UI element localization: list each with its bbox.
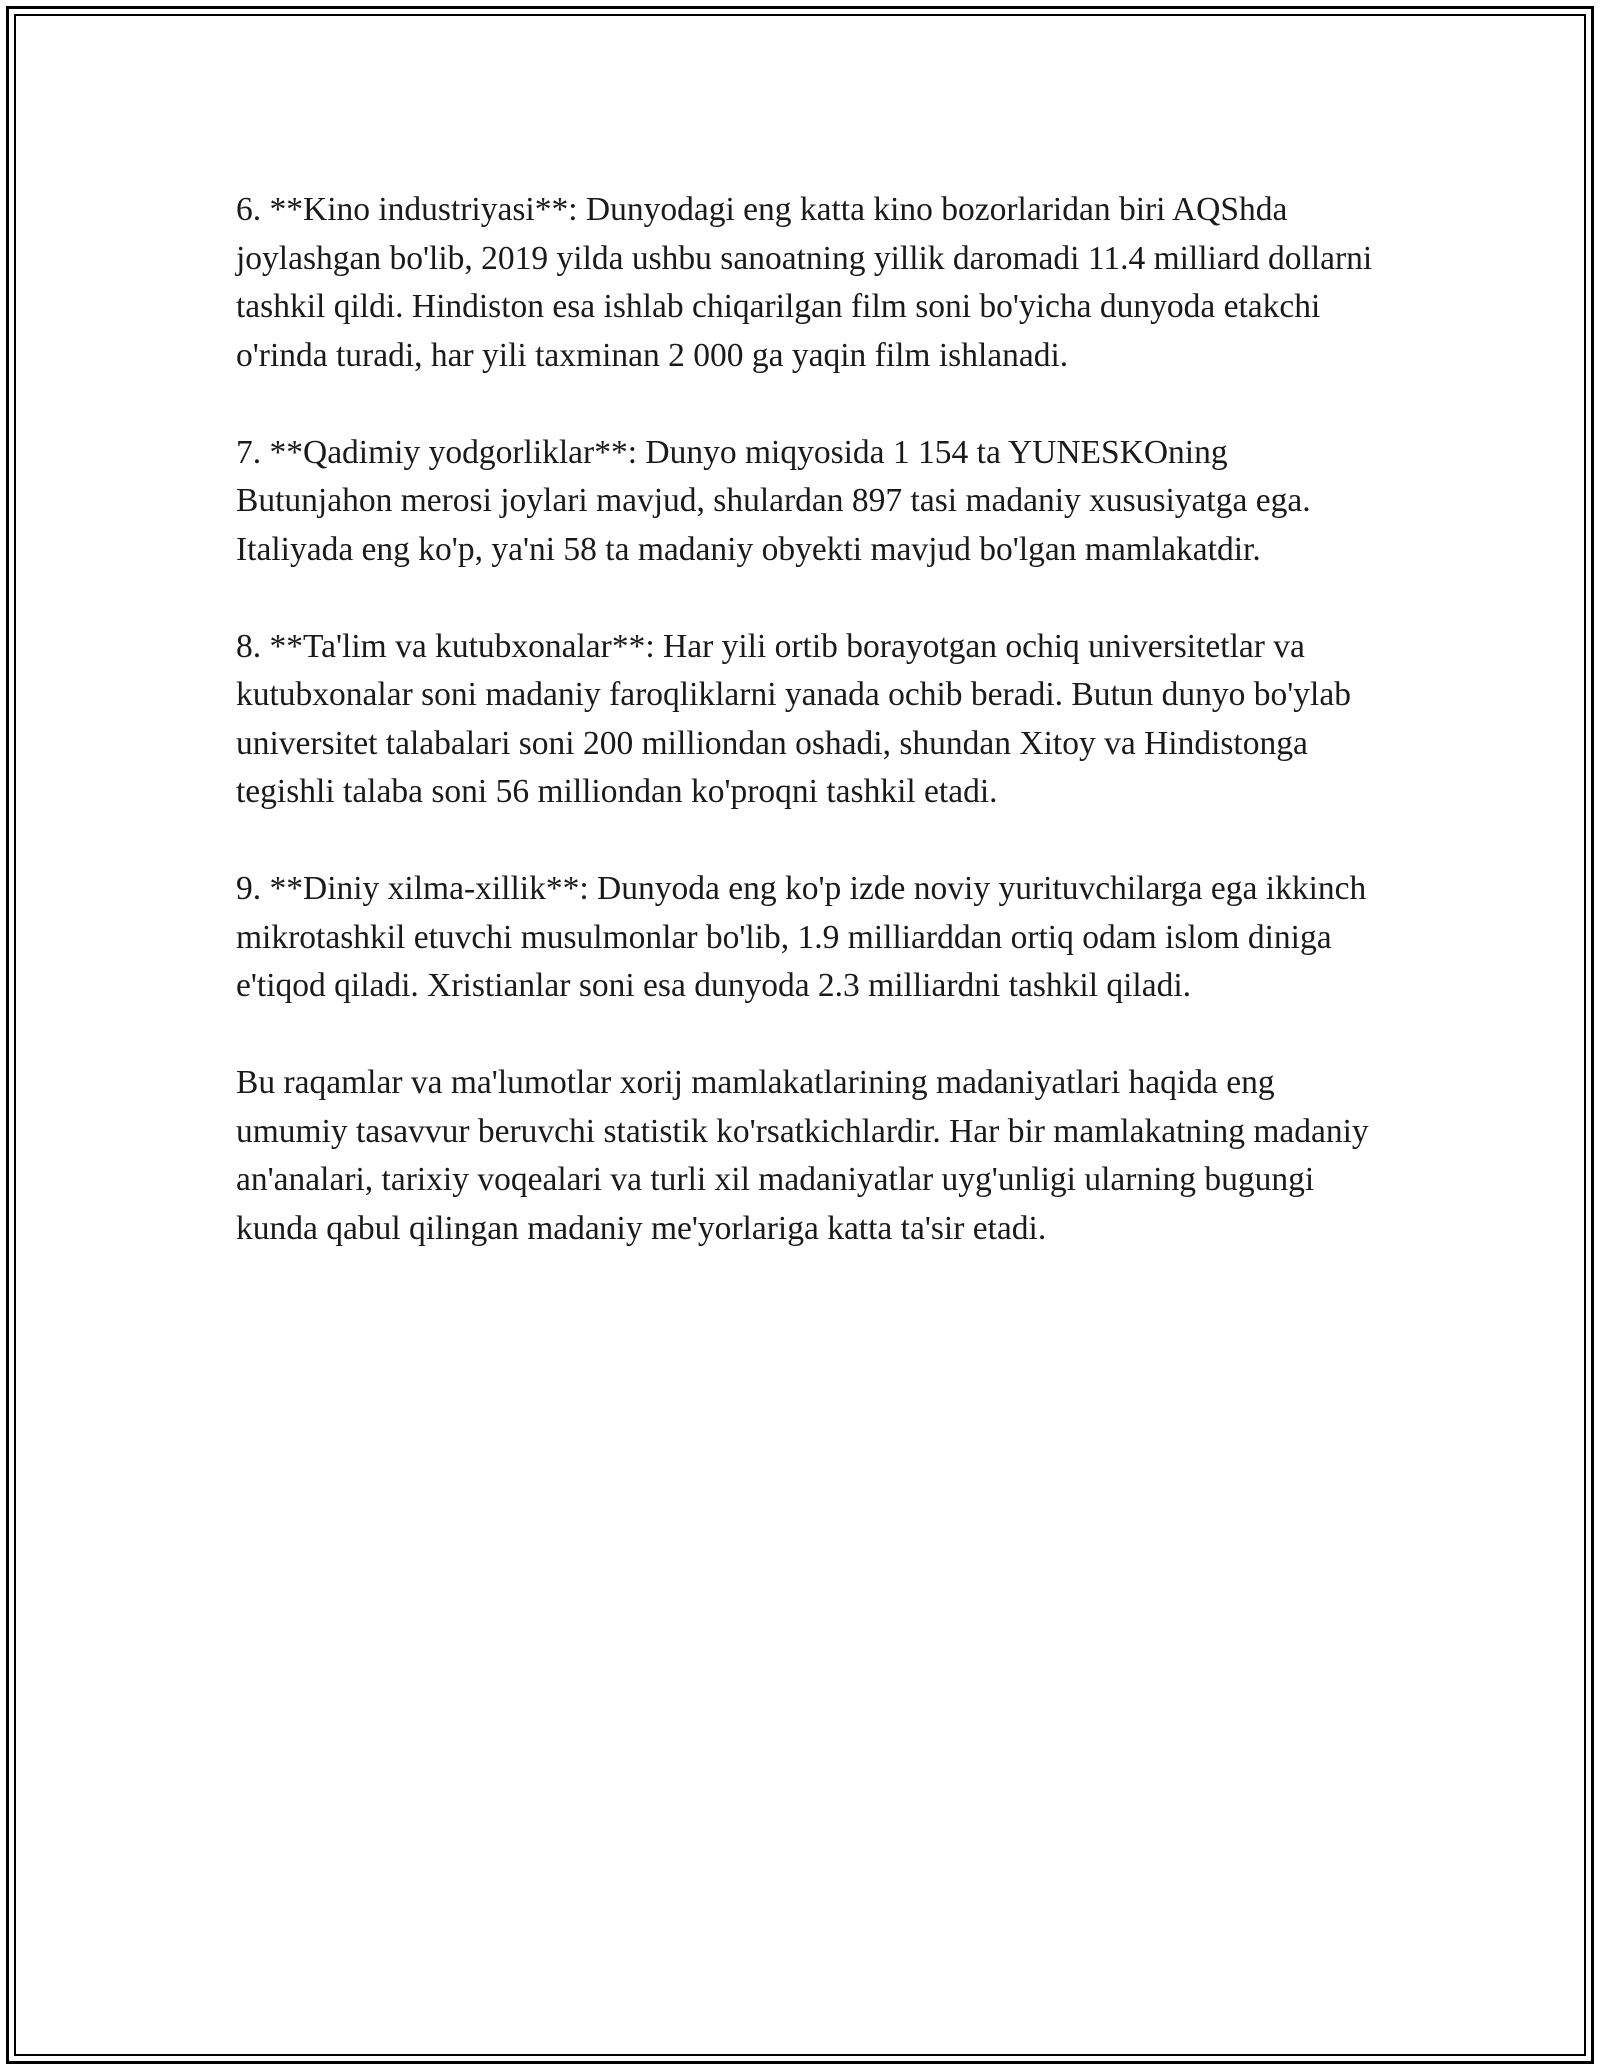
paragraph-film-industry: 6. **Kino industriyasi**: Dunyodagi eng katta kino bozorlaridan biri AQShda joylashgan bo'lib, 2019 yilda ushbu sanoatning yillik daromadi 11.4 milliard dollarni tashkil qildi. Hindiston esa ishlab chiqarilgan film soni bo'yicha dunyoda etakchi o'rinda turadi, har yili taxminan 2 000 ga yaqin film ishlanadi.: [236, 191, 1373, 374]
paragraph-religious-diversity: 9. **Diniy xilma-xillik**: Dunyoda eng ko'p izde noviy yurituvchilarga ega ikkinch mikrotashkil etuvchi musulmonlar bo'lib, 1.9 milliarddan ortiq odam islom diniga e'tiqod qiladi. Xristianlar soni esa dunyoda 2.3 milliardni tashkil qiladi.: [236, 870, 1367, 1004]
paragraph-education-libraries: 8. **Ta'lim va kutubxonalar**: Har yili ortib borayotgan ochiq universitetlar va kutubxonalar soni madaniy faroqliklarni yanada ochib beradi. Butun dunyo bo'ylab universitet talabalari soni 200 milliondan oshadi, shundan Xitoy va Hindistonga tegishli talaba soni 56 milliondan ko'proqni tashkil etadi.: [236, 627, 1351, 810]
paragraph-conclusion: Bu raqamlar va ma'lumotlar xorij mamlakatlarining madaniyatlari haqida eng umumiy tasavvur beruvchi statistik ko'rsatkichlardir. Har bir mamlakatning madaniy an'analari, tarixiy voqealari va turli xil madaniyatlar uyg'unligi ularning bugungi kunda qabul qilingan madaniy me'yorlariga katta ta'sir etadi.: [236, 1064, 1369, 1247]
document-body: [236, 186, 1376, 1302]
paragraph-ancient-monuments: 7. **Qadimiy yodgorliklar**: Dunyo miqyosida 1 154 ta YUNESKOning Butunjahon merosi joylari mavjud, shulardan 897 tasi madaniy xususiyatga ega. Italiyada eng ko'p, ya'ni 58 ta madaniy obyekti mavjud bo'lgan mamlakatdir.: [236, 433, 1311, 568]
